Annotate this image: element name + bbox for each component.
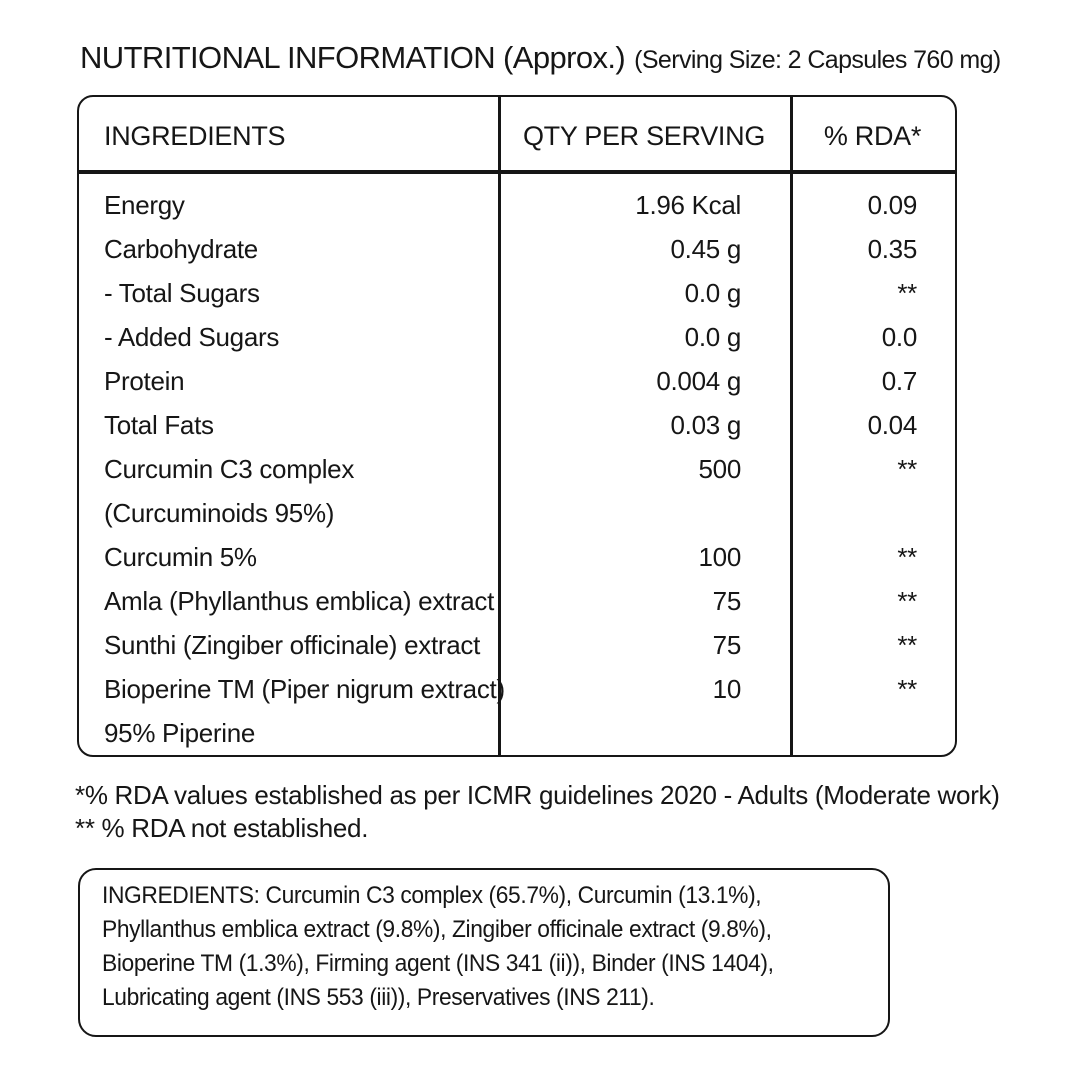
ingredient-cell: Sunthi (Zingiber officinale) extract — [104, 630, 481, 660]
ingredient-cell: - Added Sugars — [104, 322, 280, 352]
table-row — [79, 711, 955, 755]
footnotes — [75, 779, 1000, 845]
qty-cell: 1.96 Kcal — [635, 190, 741, 220]
footnote-rda-not-established: ** % RDA not established. — [75, 813, 369, 843]
qty-cell: 10 — [712, 674, 741, 704]
rda-cell: ** — [897, 454, 917, 484]
qty-cell: 0.03 g — [670, 410, 741, 440]
ingredient-cell: Carbohydrate — [104, 234, 258, 264]
page-title — [80, 40, 1001, 76]
footnote-rda-established: *% RDA values established as per ICMR guidelines 2020 - Adults (Moderate work) — [75, 780, 1000, 810]
rda-cell — [790, 491, 955, 535]
qty-cell: 0.45 g — [670, 234, 741, 264]
table-row — [79, 271, 955, 315]
ingredient-cell: Total Fats — [104, 410, 214, 440]
ingredient-cell: Curcumin C3 complex — [104, 454, 355, 484]
table-row — [79, 667, 955, 711]
qty-cell: 500 — [698, 454, 741, 484]
table-row — [79, 315, 955, 359]
ingredient-cell: - Total Sugars — [104, 278, 260, 308]
table-row — [79, 227, 955, 271]
rda-cell: ** — [897, 542, 917, 572]
rda-cell: 0.35 — [867, 234, 917, 264]
table-row — [79, 183, 955, 227]
rda-cell: ** — [897, 586, 917, 616]
header-qty-per-serving: QTY PER SERVING — [522, 121, 766, 151]
ingredient-cell: Energy — [104, 190, 185, 220]
table-row — [79, 579, 955, 623]
qty-cell — [498, 711, 790, 755]
table-row — [79, 403, 955, 447]
table-body — [79, 183, 955, 755]
qty-cell: 75 — [712, 586, 741, 616]
qty-cell: 0.004 g — [656, 366, 741, 396]
qty-cell — [498, 491, 790, 535]
qty-cell: 0.0 g — [684, 278, 741, 308]
rda-cell: 0.04 — [867, 410, 917, 440]
rda-cell: 0.09 — [867, 190, 917, 220]
ingredients-text: INGREDIENTS: Curcumin C3 complex (65.7%), Curcumin (13.1%), Phyllanthus emblica extract (9.8%), Zingiber officinale extract (9.8%), Bioperine TM (1.3%), Firming agent (INS 341 (ii)), Binder (INS 1404), Lubricating agent (INS 553 (iii)), Preservatives (INS 211). — [102, 882, 774, 1011]
table-row — [79, 359, 955, 403]
title-main: NUTRITIONAL INFORMATION (Approx.) — [80, 40, 626, 75]
table-row — [79, 447, 955, 491]
table-row — [79, 535, 955, 579]
nutrition-table — [77, 95, 957, 757]
ingredient-cell: Amla (Phyllanthus emblica) extract — [104, 586, 495, 616]
header-separator-line — [79, 170, 955, 174]
qty-cell: 100 — [698, 542, 741, 572]
ingredient-cell: Protein — [104, 366, 185, 396]
rda-cell: ** — [897, 278, 917, 308]
ingredient-cell: Bioperine TM (Piper nigrum extract) — [104, 674, 505, 704]
header-ingredients: INGREDIENTS — [104, 121, 286, 151]
rda-cell: 0.0 — [881, 322, 917, 352]
ingredients-box — [78, 868, 890, 1037]
ingredient-cell: 95% Piperine — [104, 718, 256, 748]
table-row — [79, 623, 955, 667]
title-serving-size: (Serving Size: 2 Capsules 760 mg) — [634, 46, 1001, 74]
rda-cell: ** — [897, 630, 917, 660]
rda-cell: ** — [897, 674, 917, 704]
ingredient-cell: Curcumin 5% — [104, 542, 257, 572]
rda-cell: 0.7 — [881, 366, 917, 396]
qty-cell: 0.0 g — [684, 322, 741, 352]
table-header-row — [79, 97, 955, 170]
qty-cell: 75 — [712, 630, 741, 660]
header-rda: % RDA* — [823, 121, 922, 151]
ingredient-cell: (Curcuminoids 95%) — [104, 498, 335, 528]
table-row — [79, 491, 955, 535]
rda-cell — [790, 711, 955, 755]
